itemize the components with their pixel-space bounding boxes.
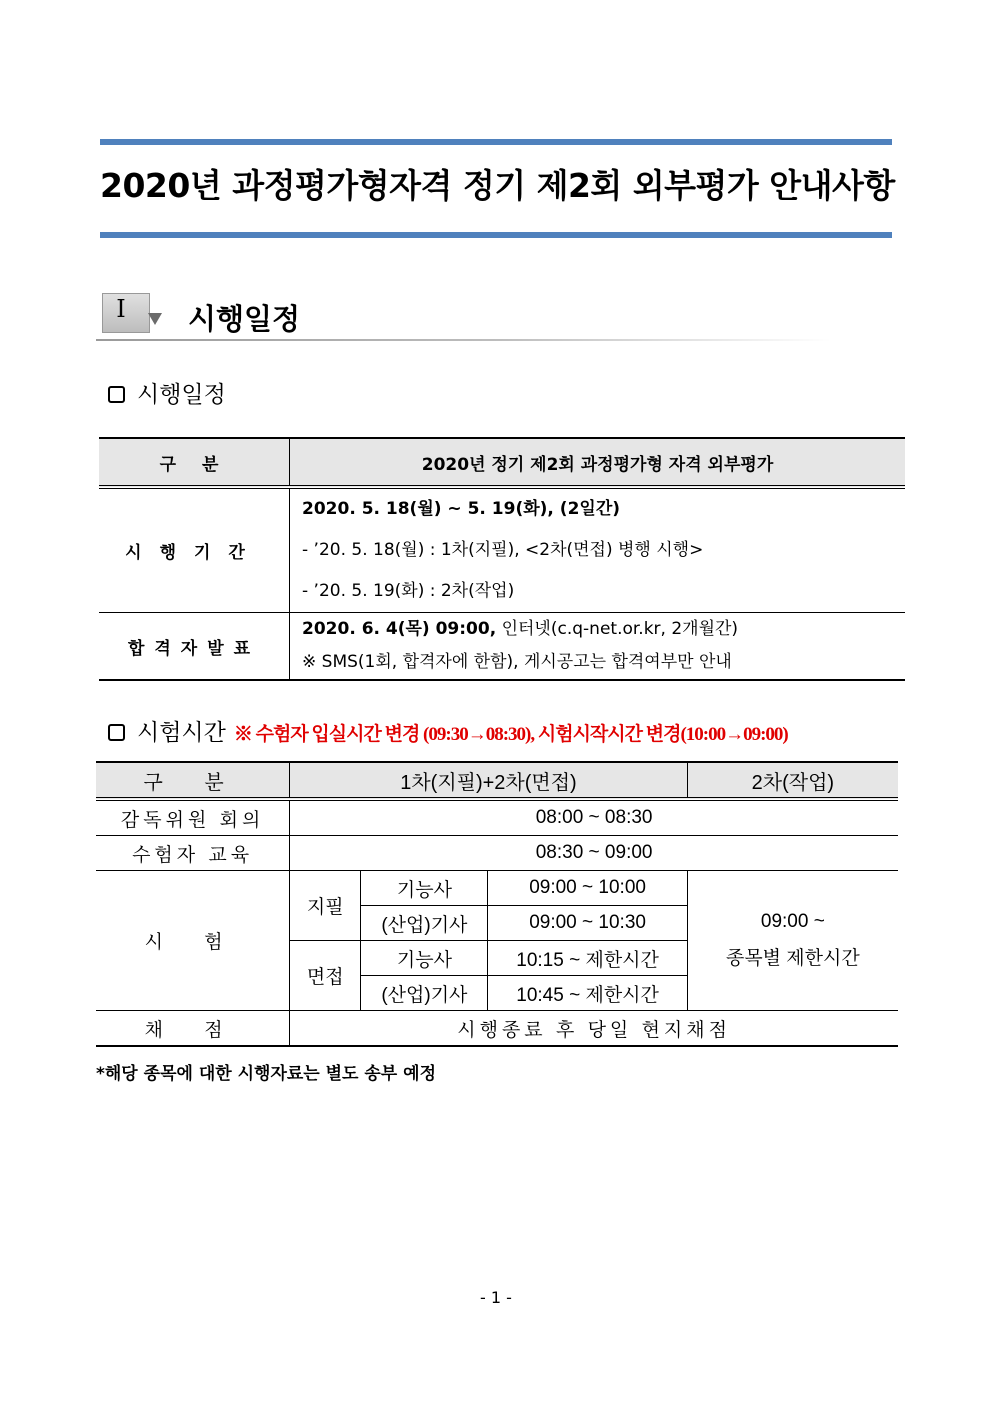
interview-engineer-time: 10:45 ~ 제한시간: [488, 976, 687, 1011]
checkbox-icon: [108, 386, 125, 403]
interview-label: 면접: [290, 941, 361, 1011]
education-row: [96, 836, 898, 871]
title-top-bar: [100, 139, 892, 145]
times-header-col3: 2차(작업): [687, 762, 898, 799]
written-craftsman-row: [96, 871, 898, 906]
supervisor-label: 감독위원 회의: [96, 799, 290, 836]
announce-details: [290, 613, 906, 681]
section-number: Ⅰ: [116, 295, 126, 323]
period-line-3: - ’20. 5. 19(화) : 2차(작업): [302, 581, 515, 601]
written-engineer-time: 09:00 ~ 10:30: [488, 906, 687, 941]
schedule-heading: [108, 376, 226, 409]
exam-time-table: [96, 761, 898, 1047]
schedule-header-col1: 구 분: [99, 438, 290, 487]
schedule-announce-row: [99, 613, 905, 681]
exam-time-heading-text: 시험시간: [137, 720, 226, 746]
footnote: *해당 종목에 대한 시행자료는 별도 송부 예정: [96, 1064, 436, 1084]
interview-craftsman-time: 10:15 ~ 제한시간: [488, 941, 687, 976]
schedule-header-col2: 2020년 정기 제2회 과정평가형 자격 외부평가: [290, 438, 906, 487]
announce-label: 합격자발표: [99, 613, 290, 681]
written-engineer-label: (산업)기사: [361, 906, 488, 941]
written-label: 지필: [290, 871, 361, 941]
supervisor-time: 08:00 ~ 08:30: [290, 799, 898, 836]
section-title: 시행일정: [188, 302, 301, 336]
page-number: - 1 -: [480, 1288, 512, 1307]
practical-time-line-2: 종목별 제한시간: [725, 948, 860, 969]
schedule-table: [99, 437, 905, 681]
triangle-down-icon: [148, 313, 162, 325]
times-header-col2: 1차(지필)+2차(면접): [290, 762, 687, 799]
education-label: 수험자 교육: [96, 836, 290, 871]
written-craftsman-time: 09:00 ~ 10:00: [488, 871, 687, 906]
period-line-1: 2020. 5. 18(월) ~ 5. 19(화), (2일간): [302, 499, 621, 519]
checkbox-icon: [108, 724, 125, 741]
grading-row: [96, 1011, 898, 1047]
section-header: [96, 293, 831, 341]
time-change-note: ※ 수험자 입실시간 변경 (09:30→08:30), 시험시작시간 변경(10:00→09:00): [233, 724, 788, 745]
supervisor-row: [96, 799, 898, 836]
exam-label: 시 험: [96, 871, 290, 1011]
schedule-period-row: [99, 487, 905, 613]
section-underline: [96, 339, 831, 341]
schedule-heading-text: 시행일정: [137, 382, 226, 408]
practical-time: [687, 871, 898, 1011]
grading-text: 시행종료 후 당일 현지채점: [290, 1011, 898, 1047]
period-label: 시행기간: [125, 543, 263, 563]
period-line-2: - ’20. 5. 18(월) : 1차(지필), <2차(면접) 병행 시행>: [302, 540, 704, 560]
grading-label: 채 점: [96, 1011, 290, 1047]
schedule-header-row: [99, 438, 905, 487]
interview-craftsman-label: 기능사: [361, 941, 488, 976]
title-bottom-bar: [100, 232, 892, 238]
announce-line-2: ※ SMS(1회, 합격자에 한함), 게시공고는 합격여부만 안내: [302, 652, 732, 672]
announce-line-1: 2020. 6. 4(목) 09:00, 인터넷(c.q-net.or.kr, 2개월간): [302, 619, 739, 639]
period-details: [290, 487, 906, 613]
times-header-row: [96, 762, 898, 799]
interview-engineer-label: (산업)기사: [361, 976, 488, 1011]
exam-time-heading: [108, 714, 788, 747]
times-header-col1: 구 분: [96, 762, 290, 799]
written-craftsman-label: 기능사: [361, 871, 488, 906]
document-title: 2020년 과정평가형자격 정기 제2회 외부평가 안내사항: [100, 166, 895, 205]
education-time: 08:30 ~ 09:00: [290, 836, 898, 871]
practical-time-line-1: 09:00 ~: [760, 911, 825, 932]
